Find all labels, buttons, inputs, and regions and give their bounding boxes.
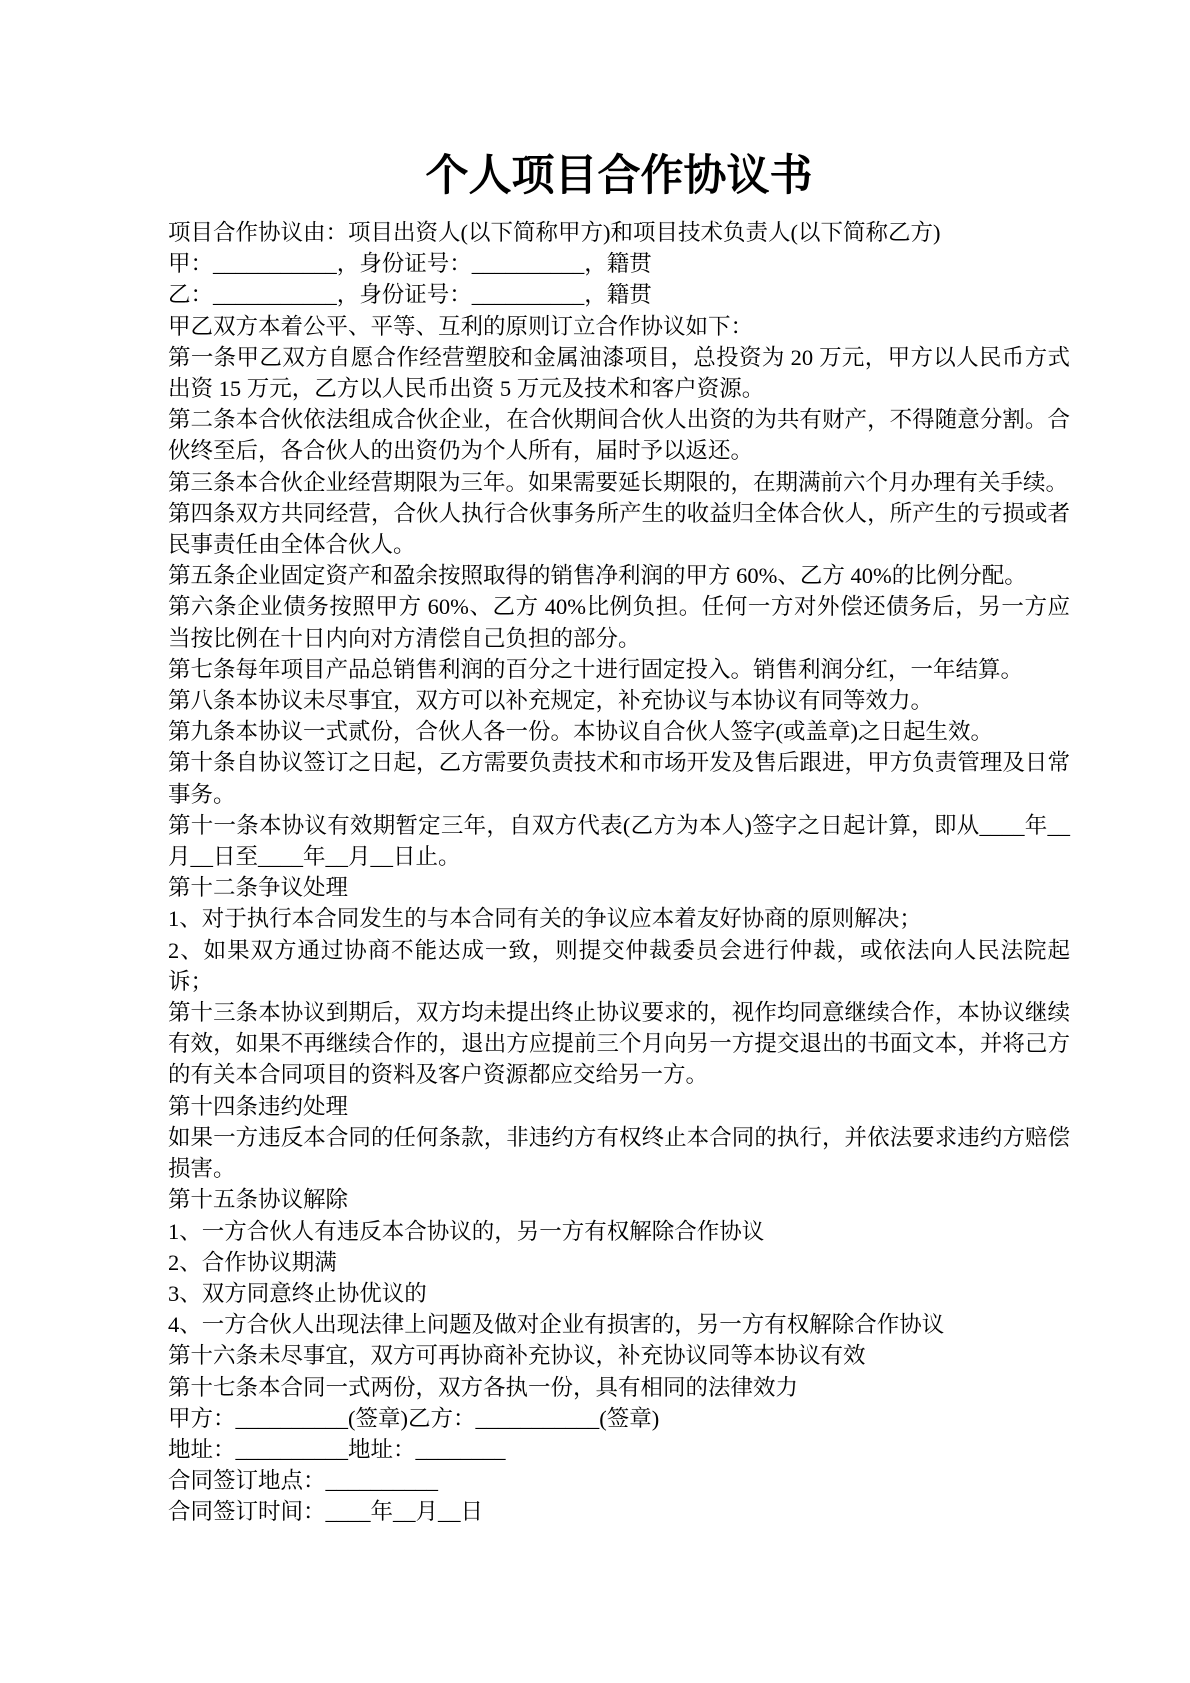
para-party-a: 甲：___________，身份证号：__________，籍贯 (168, 251, 652, 277)
para-article-13: 第十三条本协议到期后，双方均未提出终止协议要求的，视作均同意继续合作，本协议继续有效，如果不再继续合作的，退出方应提前三个月向另一方提交退出的书面文本，并将己方的有关本合同项目的资料及客户资源都应交给另一方。 (168, 1000, 1070, 1088)
para-article-1: 第一条甲乙双方自愿合作经营塑胶和金属油漆项目，总投资为 20 万元，甲方以人民币方式出资 15 万元，乙方以人民币出资 5 万元及技术和客户资源。 (168, 344, 1070, 402)
para-termination-item-2: 2、合作协议期满 (168, 1249, 337, 1275)
para-signing-place: 合同签订地点：__________ (168, 1468, 439, 1494)
para-article-9: 第九条本协议一式贰份，合伙人各一份。本协议自合伙人签字(或盖章)之日起生效。 (168, 719, 993, 745)
para-article-15-heading: 第十五条协议解除 (168, 1187, 349, 1213)
para-dispute-item-1: 1、对于执行本合同发生的与本合同有关的争议应本着友好协商的原则解决； (168, 906, 922, 932)
para-termination-item-1: 1、一方合伙人有违反本合协议的，另一方有权解除合作协议 (168, 1218, 765, 1244)
para-article-16: 第十六条未尽事宜，双方可再协商补充协议，补充协议同等本协议有效 (168, 1343, 866, 1369)
para-article-2: 第二条本合伙依法组成合伙企业，在合伙期间合伙人出资的为共有财产，不得随意分割。合伙终至后，各合伙人的出资仍为个人所有，届时予以返还。 (168, 407, 1070, 464)
para-article-11: 第十一条本协议有效期暂定三年，自双方代表(乙方为本人)签字之日起计算，即从____年__月__日至____年__月__日止。 (168, 812, 1070, 870)
para-signature-line: 甲方：__________(签章)乙方：___________(签章) (168, 1405, 660, 1431)
para-article-7: 第七条每年项目产品总销售利润的百分之十进行固定投入。销售利润分红，一年结算。 (168, 656, 1024, 682)
document-title: 个人项目合作协议书 (425, 153, 813, 200)
para-dispute-item-2: 2、如果双方通过协商不能达成一致，则提交仲裁委员会进行仲裁，或依法向人民法院起诉； (168, 937, 1070, 994)
para-article-6: 第六条企业债务按照甲方 60%、乙方 40%比例负担。任何一方对外偿还债务后，另一方应当按比例在十日内向对方清偿自己负担的部分。 (168, 594, 1070, 651)
para-intro: 项目合作协议由：项目出资人(以下简称甲方)和项目技术负责人(以下简称乙方) (168, 220, 941, 245)
para-party-b: 乙：___________，身份证号：__________，籍贯 (168, 282, 652, 308)
para-article-5: 第五条企业固定资产和盈余按照取得的销售净利润的甲方 60%、乙方 40%的比例分配。 (168, 563, 1027, 589)
para-article-14-heading: 第十四条违约处理 (168, 1093, 349, 1119)
para-termination-item-4: 4、一方合伙人出现法律上问题及做对企业有损害的，另一方有权解除合作协议 (168, 1312, 945, 1338)
contract-content (168, 150, 1070, 1528)
para-article-3: 第三条本合伙企业经营期限为三年。如果需要延长期限的，在期满前六个月办理有关手续。 (168, 469, 1069, 495)
para-address-line: 地址：__________地址：________ (168, 1436, 506, 1462)
para-article-8: 第八条本协议未尽事宜，双方可以补充规定，补充协议与本协议有同等效力。 (168, 688, 934, 714)
para-breach-clause: 如果一方违反本合同的任何条款，非违约方有权终止本合同的执行，并依法要求违约方赔偿损害。 (168, 1124, 1070, 1182)
para-signing-date: 合同签订时间：____年__月__日 (168, 1499, 484, 1525)
para-article-4: 第四条双方共同经营，合伙人执行合伙事务所产生的收益归全体合伙人，所产生的亏损或者民事责任由全体合伙人。 (168, 500, 1070, 558)
para-article-12-heading: 第十二条争议处理 (168, 875, 349, 901)
para-article-17: 第十七条本合同一式两份，双方各执一份，具有相同的法律效力 (168, 1374, 799, 1400)
para-article-10: 第十条自协议签订之日起，乙方需要负责技术和市场开发及售后跟进，甲方负责管理及日常事务。 (168, 750, 1070, 807)
para-termination-item-3: 3、双方同意终止协优议的 (168, 1280, 427, 1306)
para-principle: 甲乙双方本着公平、平等、互利的原则订立合作协议如下： (168, 313, 754, 339)
